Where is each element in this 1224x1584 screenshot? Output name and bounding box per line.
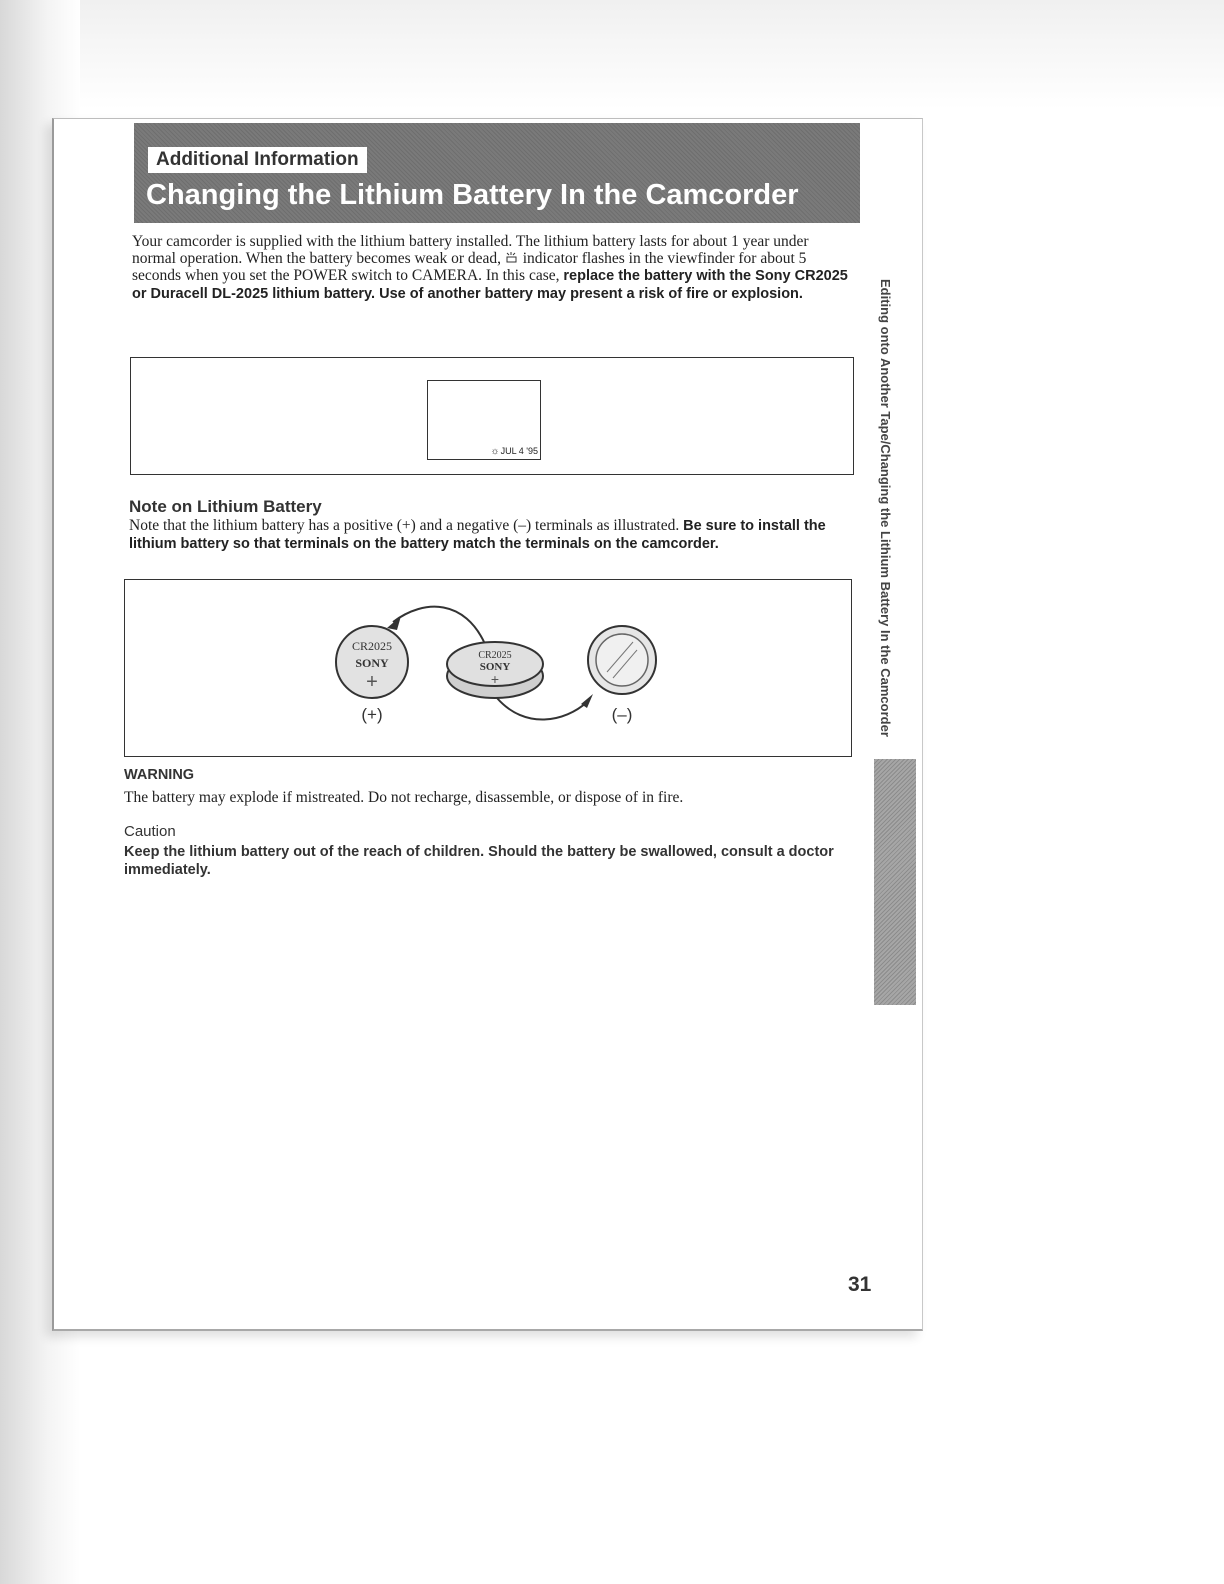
caution-text: Keep the lithium battery out of the reach of children. Should the battery be swallowed, consult a doctor immediately.: [124, 844, 834, 878]
viewfinder-date: JUL 4 '95: [500, 446, 538, 456]
note-heading: Note on Lithium Battery: [129, 497, 322, 516]
section-label: Additional Information: [148, 147, 367, 173]
viewfinder-figure: [130, 357, 854, 475]
page-title: Changing the Lithium Battery In the Camcorder: [146, 179, 799, 211]
flashing-battery-icon: ☼: [490, 446, 500, 457]
caution-heading: Caution: [124, 823, 176, 840]
header-band: [134, 123, 860, 223]
battery-model-label: CR2025: [351, 639, 393, 653]
flip-arrow-top: [393, 607, 485, 644]
tilted-battery-plus-sign: +: [490, 671, 500, 687]
viewfinder-screen: [427, 380, 541, 460]
side-running-head: Editing onto Another Tape/Changing the Lithium Battery In the Camcorder: [878, 279, 893, 737]
lithium-battery-indicator-icon: [505, 250, 519, 267]
battery-tilted: [447, 642, 543, 698]
positive-label: (+): [361, 705, 383, 724]
viewfinder-indicator: [490, 446, 538, 457]
scan-edge-top: [0, 0, 1224, 110]
battery-positive-side: [336, 626, 408, 698]
flip-arrow-bottom: [497, 698, 587, 720]
note-paragraph: [129, 517, 859, 553]
tilted-battery-brand-label: SONY: [479, 661, 511, 673]
battery-brand-label: SONY: [355, 656, 389, 670]
intro-bold-text: replace the battery with the Sony CR2025 or Duracell DL-2025 lithium battery. Use of another battery may present a risk of fire or explosion.: [132, 268, 848, 302]
intro-paragraph: [132, 233, 854, 303]
side-section-tab: [874, 759, 916, 1005]
battery-negative-side: [588, 626, 656, 694]
intro-text-1: Your camcorder is supplied with the lithium battery installed. The lithium battery lasts for about 1 year under normal operation. When the battery becomes weak or dead,: [132, 233, 809, 267]
tilted-battery-model-label: CR2025: [478, 650, 512, 661]
page-number: 31: [848, 1273, 872, 1296]
battery-figure: [124, 579, 852, 757]
note-text: Note that the lithium battery has a positive (+) and a negative (–) terminals as illustrated.: [129, 517, 684, 534]
note-bold-text: Be sure to install the lithium battery so that terminals on the battery match the terminals on the camcorder.: [129, 518, 826, 552]
warning-heading: WARNING: [124, 767, 195, 783]
intro-text-2: indicator flashes in the viewfinder for about 5 seconds when you set the POWER switch to CAMERA. In this case,: [132, 250, 807, 284]
negative-label: (–): [611, 705, 633, 724]
battery-plus-sign: +: [366, 671, 378, 693]
manual-page: [52, 118, 923, 1331]
warning-text: The battery may explode if mistreated. Do not recharge, disassemble, or dispose of in fire.: [124, 789, 684, 806]
flip-arrow-top-head: [387, 616, 401, 630]
